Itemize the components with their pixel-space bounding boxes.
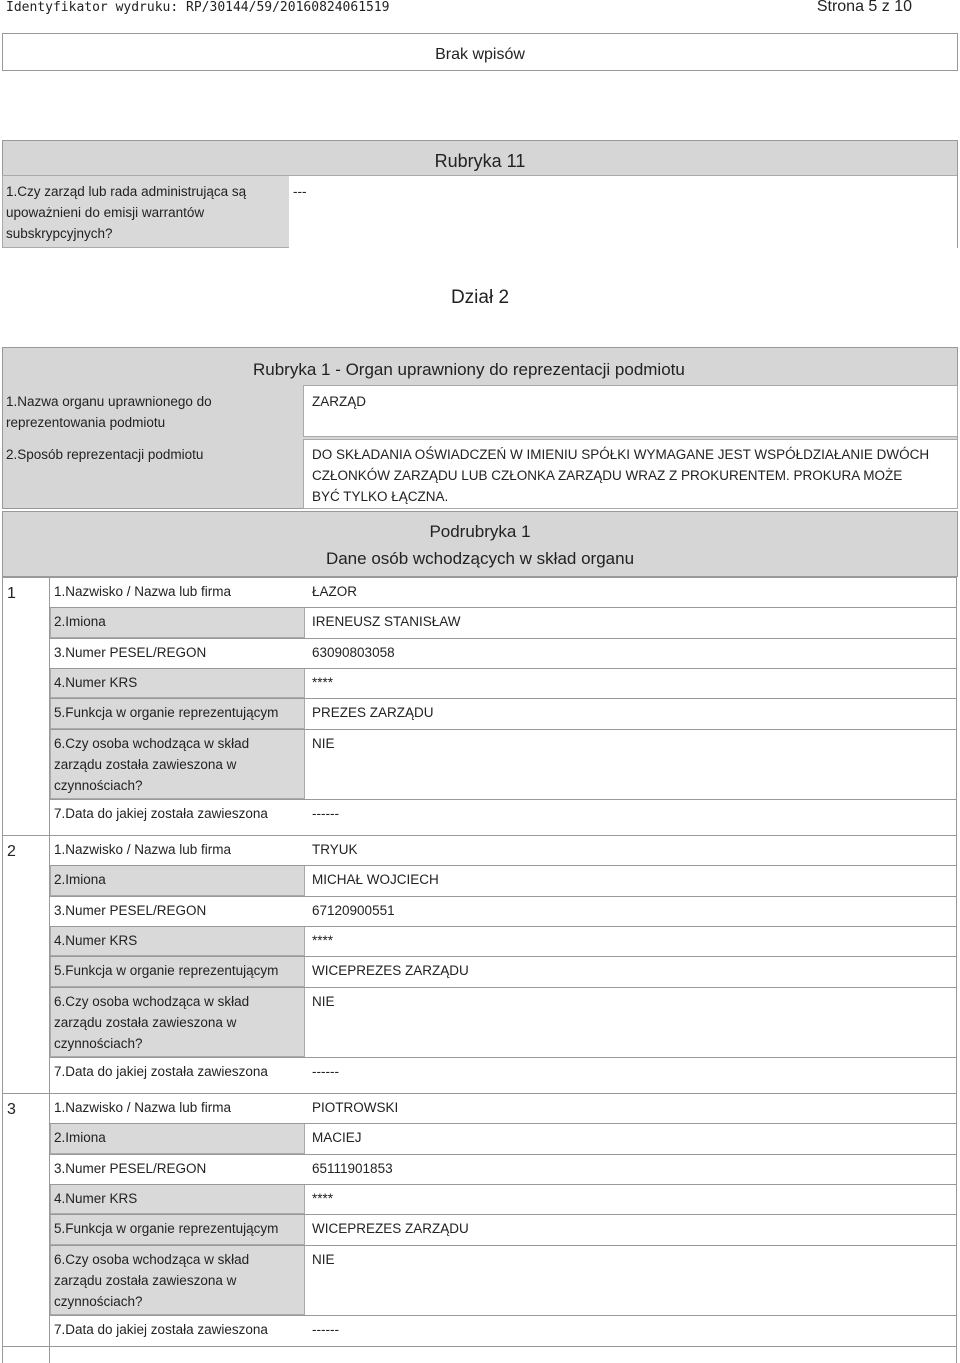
field-label-krs: 4.Numer KRS: [54, 675, 138, 690]
field-label-imiona: 2.Imiona: [54, 614, 106, 629]
field-value-funkcja: PREZES ZARZĄDU: [312, 705, 434, 720]
field-divider: [50, 1245, 957, 1246]
field-label-krs: 4.Numer KRS: [54, 933, 138, 948]
organ-name-value-cell: [303, 385, 958, 437]
rubryka-1-title: Rubryka 1 - Organ uprawniony do reprezentacji podmiotu: [253, 360, 685, 379]
field-label-nazwisko: 1.Nazwisko / Nazwa lub firma: [54, 584, 232, 599]
rubryka-11-title: Rubryka 11: [434, 151, 526, 171]
page-number: Strona 5 z 10: [816, 0, 912, 15]
field-label-nazwisko: 1.Nazwisko / Nazwa lub firma: [54, 842, 232, 857]
field-divider: [50, 1154, 957, 1155]
representation-value: DO SKŁADANIA OŚWIADCZEŃ W IMIENIU SPÓŁKI WYMAGANE JEST WSPÓŁDZIAŁANIE DWÓCH CZŁONKÓW ZARZĄDU LUB CZŁONKA ZARZĄDU WRAZ Z PROKURENTEM. PROKURA MOŻE BYĆ TYLKO ŁĄCZNA.: [312, 447, 930, 504]
field-value-zawieszona: NIE: [312, 994, 335, 1009]
field-label-pesel: 3.Numer PESEL/REGON: [54, 1161, 207, 1176]
field-label-funkcja: 5.Funkcja w organie reprezentującym: [54, 1221, 279, 1236]
field-label-pesel: 3.Numer PESEL/REGON: [54, 903, 207, 918]
field-value-funkcja: WICEPREZES ZARZĄDU: [312, 1221, 469, 1236]
field-divider: [50, 607, 957, 608]
field-label-nazwisko: 1.Nazwisko / Nazwa lub firma: [54, 1100, 232, 1115]
organ-name-label: 1.Nazwa organu uprawnionego do reprezentowania podmiotu: [6, 394, 212, 430]
field-value-nazwisko: TRYUK: [312, 842, 358, 857]
empty-entries-text: Brak wpisów: [435, 46, 525, 63]
podrubryka-title: Podrubryka 1: [429, 522, 531, 541]
field-value-pesel: 67120900551: [312, 903, 395, 918]
person-number: 2: [7, 843, 16, 860]
field-divider: [50, 668, 957, 669]
field-divider: [50, 865, 957, 866]
rubryka-11-question: 1.Czy zarząd lub rada administrująca są upoważnieni do emisji warrantów subskrypcyjnych?: [6, 184, 247, 241]
rubryka-11-value: ---: [293, 184, 307, 199]
field-value-zawieszona: NIE: [312, 1252, 335, 1267]
field-value-data: ------: [312, 1322, 339, 1337]
field-divider: [50, 1315, 957, 1316]
dzial-title: Dział 2: [450, 287, 510, 308]
field-label-zawieszona: 6.Czy osoba wchodząca w skład zarządu została zawieszona w czynnościach?: [54, 1252, 250, 1309]
field-divider: [50, 987, 957, 988]
field-value-krs: ****: [312, 675, 334, 690]
field-label-data: 7.Data do jakiej została zawieszona: [54, 806, 268, 821]
field-divider: [50, 638, 957, 639]
field-label-funkcja: 5.Funkcja w organie reprezentującym: [54, 705, 279, 720]
field-divider: [50, 1214, 957, 1215]
field-divider: [50, 926, 957, 927]
field-value-krs: ****: [312, 1191, 334, 1206]
field-value-funkcja: WICEPREZES ZARZĄDU: [312, 963, 469, 978]
field-divider: [50, 799, 957, 800]
field-divider: [50, 896, 957, 897]
field-label-funkcja: 5.Funkcja w organie reprezentującym: [54, 963, 279, 978]
organ-name-value: ZARZĄD: [312, 394, 366, 409]
field-label-pesel: 3.Numer PESEL/REGON: [54, 645, 207, 660]
field-label-imiona: 2.Imiona: [54, 1130, 106, 1145]
field-label-zawieszona: 6.Czy osoba wchodząca w skład zarządu została zawieszona w czynnościach?: [54, 994, 250, 1051]
field-label-imiona: 2.Imiona: [54, 872, 106, 887]
field-value-data: ------: [312, 1064, 339, 1079]
field-value-nazwisko: ŁAZOR: [312, 584, 358, 599]
field-label-data: 7.Data do jakiej została zawieszona: [54, 1064, 268, 1079]
field-label-krs: 4.Numer KRS: [54, 1191, 138, 1206]
rubryka-11-value-cell: [289, 175, 957, 248]
field-value-imiona: MACIEJ: [312, 1130, 362, 1145]
podrubryka-subtitle: Dane osób wchodzących w skład organu: [325, 549, 635, 568]
field-value-pesel: 65111901853: [312, 1161, 393, 1176]
field-divider: [50, 1184, 957, 1185]
field-value-krs: ****: [312, 933, 334, 948]
representation-label: 2.Sposób reprezentacji podmiotu: [6, 447, 204, 462]
empty-entries-box: [2, 33, 958, 71]
field-label-zawieszona: 6.Czy osoba wchodząca w skład zarządu została zawieszona w czynnościach?: [54, 736, 250, 793]
field-divider: [50, 1057, 957, 1058]
field-value-data: ------: [312, 806, 339, 821]
field-value-pesel: 63090803058: [312, 645, 395, 660]
field-divider: [50, 956, 957, 957]
field-value-imiona: IRENEUSZ STANISŁAW: [312, 614, 461, 629]
field-label-data: 7.Data do jakiej została zawieszona: [54, 1322, 268, 1337]
print-identifier: Identyfikator wydruku: RP/30144/59/20160824061519: [6, 0, 390, 15]
person-number: 3: [7, 1101, 16, 1118]
field-divider: [50, 1123, 957, 1124]
field-value-zawieszona: NIE: [312, 736, 335, 751]
podrubryka-header: [2, 511, 958, 577]
person-number: 1: [7, 585, 16, 602]
field-value-nazwisko: PIOTROWSKI: [312, 1100, 399, 1115]
field-divider: [50, 698, 957, 699]
field-value-imiona: MICHAŁ WOJCIECH: [312, 872, 439, 887]
field-divider: [50, 729, 957, 730]
